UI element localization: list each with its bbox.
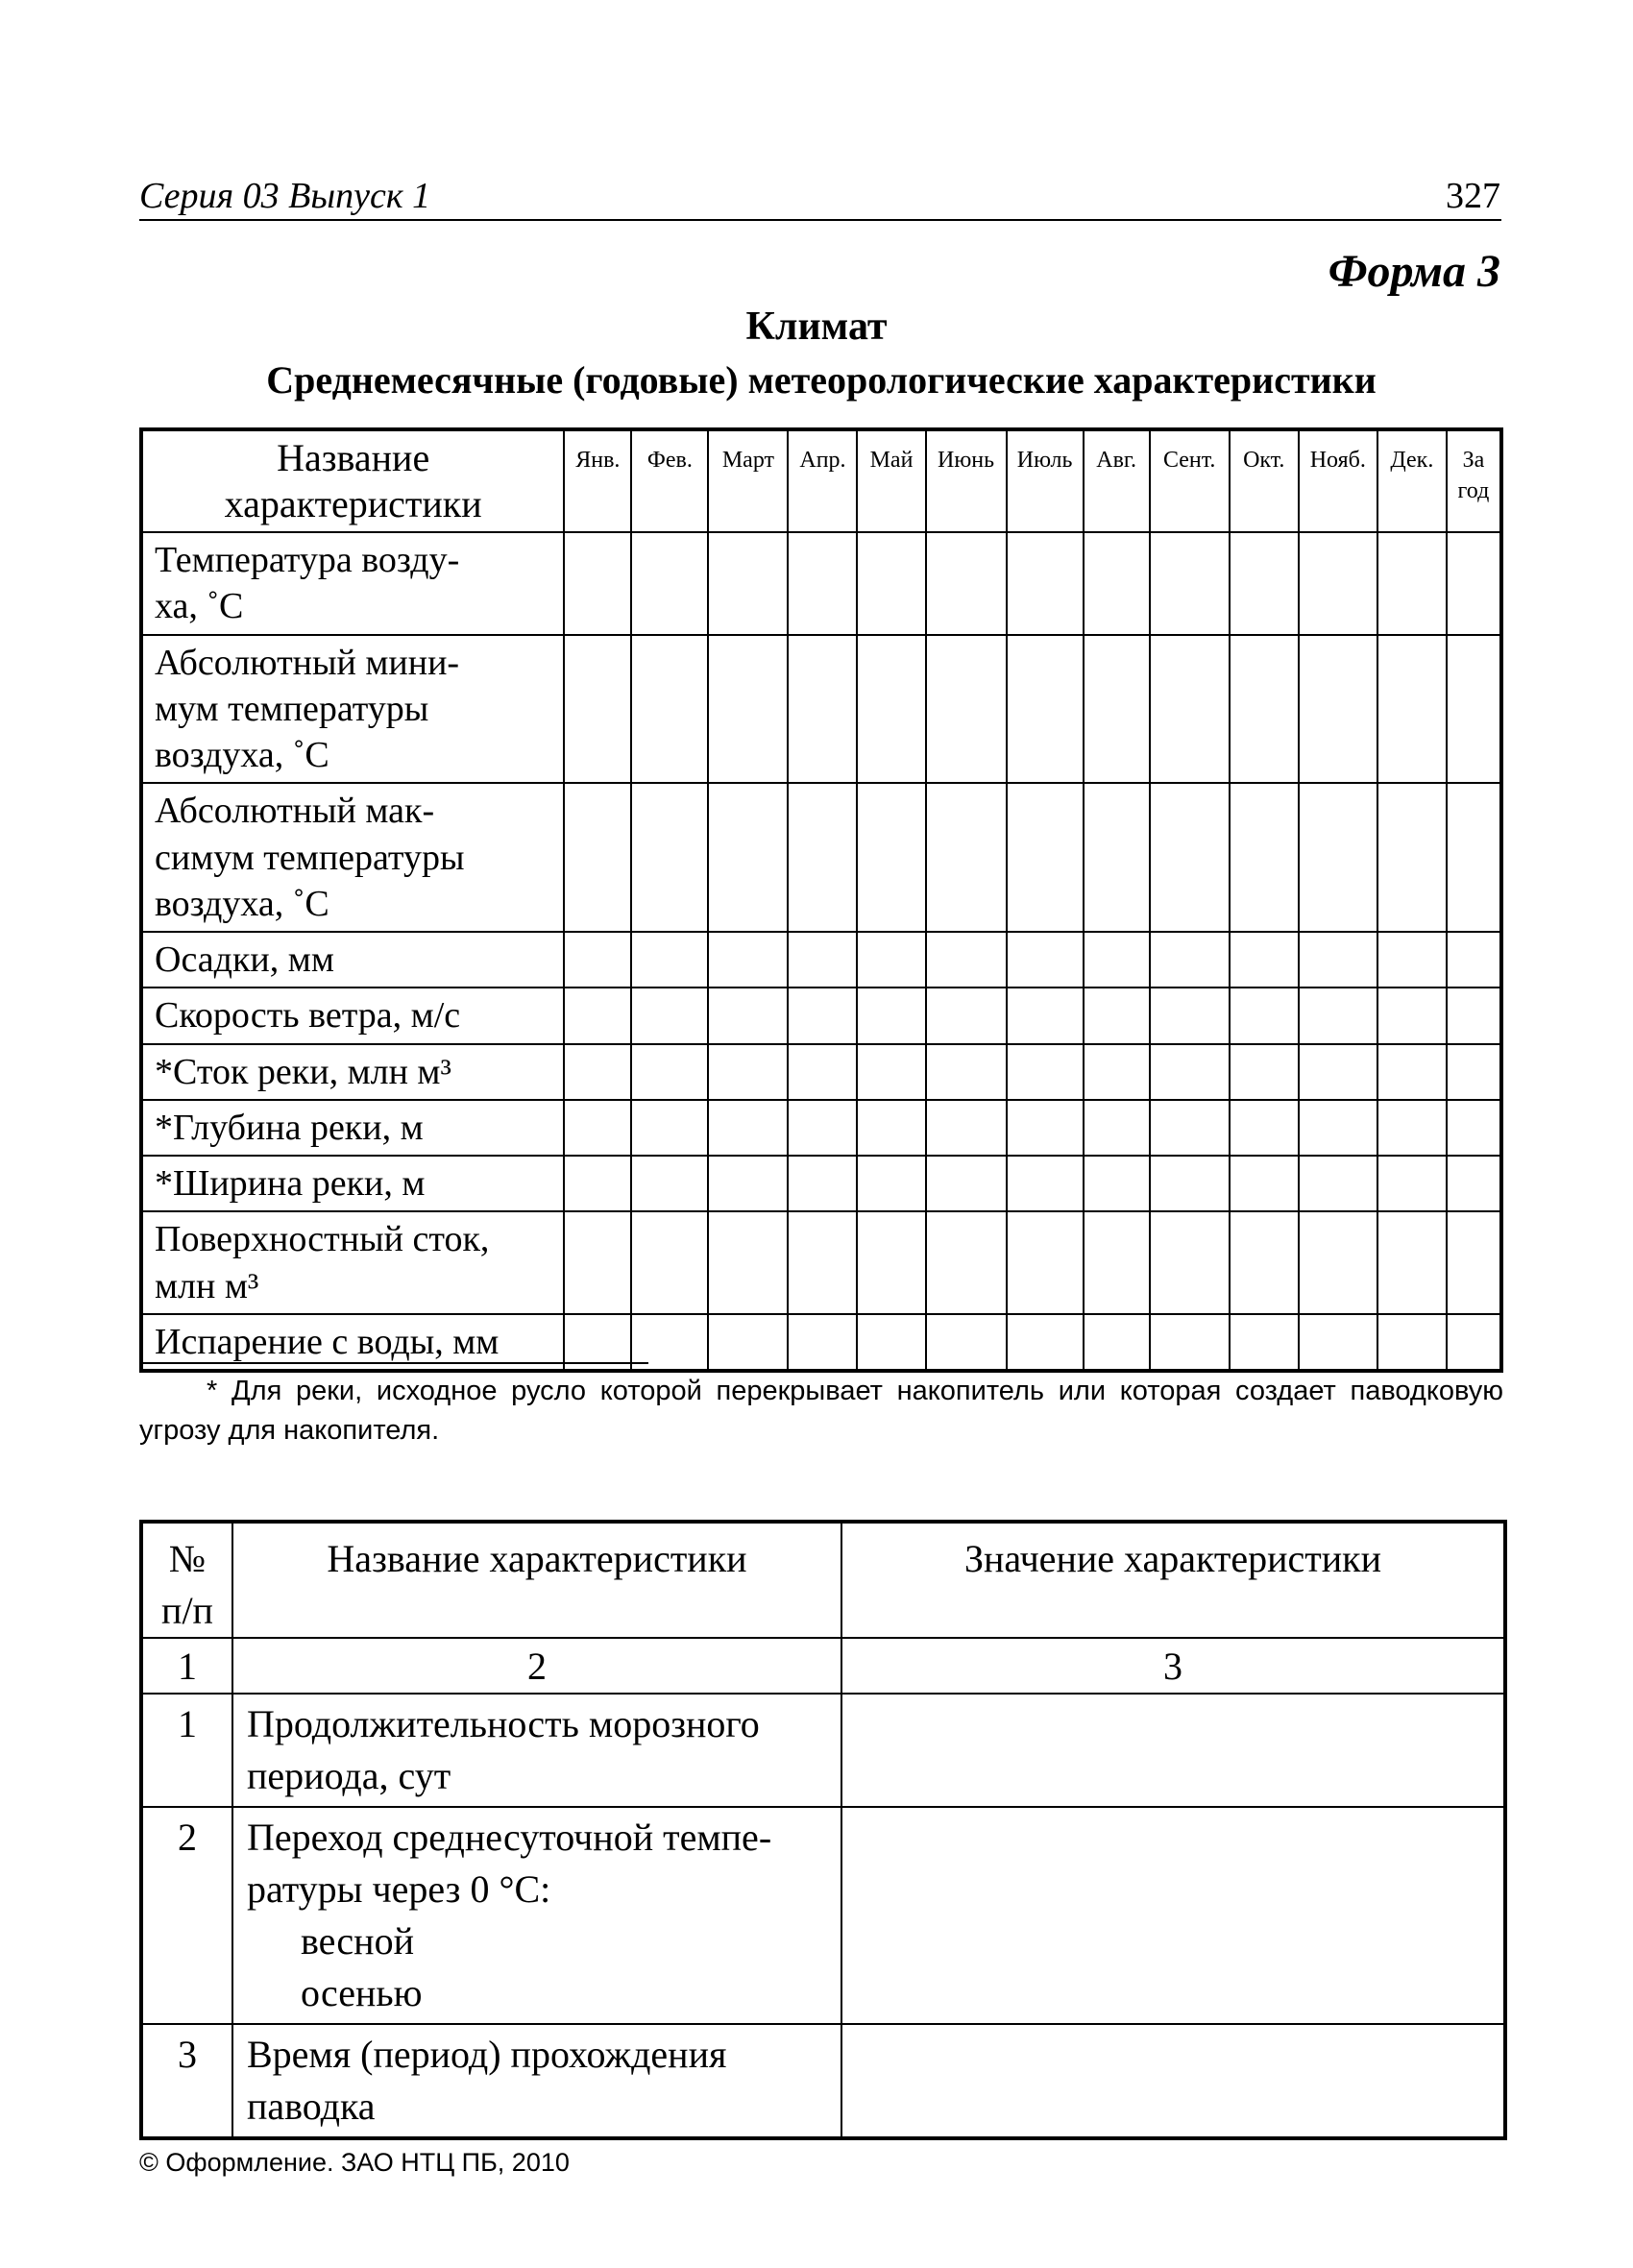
value-cell <box>1447 532 1501 635</box>
month-header: Авг. <box>1084 429 1150 532</box>
summary-no-header-line1: № <box>168 1537 207 1580</box>
value-cell <box>857 635 925 784</box>
value-cell <box>1150 783 1230 932</box>
year-header-line2: год <box>1457 478 1490 504</box>
characteristic-name-line: ратуры через 0 °С: <box>247 1867 551 1911</box>
value-cell <box>564 783 631 932</box>
characteristic-name <box>141 1044 564 1100</box>
value-cell <box>1230 532 1299 635</box>
value-cell <box>564 635 631 784</box>
characteristic-name-line: ха, ˚С <box>155 586 244 627</box>
value-cell <box>788 1100 857 1156</box>
table-row <box>141 1807 1505 2024</box>
value-cell <box>1447 1100 1501 1156</box>
value-cell <box>788 1156 857 1211</box>
characteristic-name-line: Время (период) прохождения <box>247 2033 727 2076</box>
value-cell <box>1447 1211 1501 1314</box>
characteristic-name <box>141 1211 564 1314</box>
value-cell <box>1377 988 1447 1043</box>
table-row <box>141 783 1501 932</box>
value-cell <box>631 932 708 988</box>
value-cell <box>1377 1314 1447 1371</box>
summary-table <box>139 1520 1507 2140</box>
value-cell <box>857 1211 925 1314</box>
value-cell <box>1084 1156 1150 1211</box>
value-cell <box>788 635 857 784</box>
value-cell <box>788 1314 857 1371</box>
characteristic-name <box>141 532 564 635</box>
value-cell <box>857 988 925 1043</box>
value-cell <box>926 635 1007 784</box>
page-subtitle: Среднемесячные (годовые) метеорологические характеристики <box>266 358 1377 402</box>
value-cell <box>1084 1314 1150 1371</box>
value-cell <box>708 635 788 784</box>
value-cell <box>564 1211 631 1314</box>
value-cell <box>631 783 708 932</box>
value-cell <box>1007 783 1084 932</box>
month-header: Июль <box>1007 429 1084 532</box>
value-cell <box>1377 1156 1447 1211</box>
characteristic-name-line: Температура возду- <box>155 540 460 580</box>
table-row <box>141 1156 1501 1211</box>
value-cell <box>1150 1100 1230 1156</box>
value-cell <box>1150 532 1230 635</box>
value-cell <box>1377 1100 1447 1156</box>
value-cell <box>708 1044 788 1100</box>
year-header-line1: За <box>1462 448 1485 473</box>
characteristic-name <box>141 932 564 988</box>
value-cell <box>1447 783 1501 932</box>
value-cell <box>926 988 1007 1043</box>
value-cell <box>1299 1211 1377 1314</box>
characteristic-subitem: весной <box>301 1919 414 1963</box>
value-cell <box>1447 988 1501 1043</box>
value-cell <box>1230 1100 1299 1156</box>
climate-name-header-line2: характеристики <box>224 482 482 525</box>
value-cell <box>631 1044 708 1100</box>
characteristic-name-line: Осадки, мм <box>155 939 334 980</box>
value-cell <box>1377 532 1447 635</box>
value-cell <box>1150 1156 1230 1211</box>
value-cell <box>1377 1211 1447 1314</box>
value-cell <box>788 1044 857 1100</box>
value-cell <box>1299 932 1377 988</box>
table-row <box>141 1044 1501 1100</box>
value-cell <box>708 783 788 932</box>
column-number: 2 <box>232 1638 841 1694</box>
value-cell <box>631 1156 708 1211</box>
value-cell <box>1007 988 1084 1043</box>
characteristic-name <box>232 2024 841 2138</box>
value-cell <box>1377 1044 1447 1100</box>
value-cell <box>857 532 925 635</box>
characteristic-name-line: воздуха, ˚С <box>155 735 329 775</box>
characteristic-name <box>141 1100 564 1156</box>
value-cell <box>841 1807 1505 2024</box>
value-cell <box>564 988 631 1043</box>
value-cell <box>926 1156 1007 1211</box>
value-cell <box>788 532 857 635</box>
value-cell <box>1447 635 1501 784</box>
value-cell <box>1447 1044 1501 1100</box>
characteristic-name-line: Испарение с воды, мм <box>155 1321 500 1362</box>
value-cell <box>1084 635 1150 784</box>
summary-name-header: Название характеристики <box>232 1522 841 1638</box>
value-cell <box>1230 1156 1299 1211</box>
value-cell <box>1299 1044 1377 1100</box>
value-cell <box>1150 1314 1230 1371</box>
table-row <box>141 635 1501 784</box>
characteristic-name-line: Поверхностный сток, <box>155 1219 490 1260</box>
value-cell <box>926 932 1007 988</box>
characteristic-name <box>141 783 564 932</box>
value-cell <box>857 1156 925 1211</box>
characteristic-name-line: воздуха, ˚С <box>155 883 329 924</box>
summary-value-header: Значение характеристики <box>841 1522 1505 1638</box>
value-cell <box>1230 1314 1299 1371</box>
value-cell <box>1084 783 1150 932</box>
value-cell <box>708 1314 788 1371</box>
value-cell <box>1299 783 1377 932</box>
value-cell <box>1007 1314 1084 1371</box>
year-header <box>1447 429 1501 532</box>
value-cell <box>857 1044 925 1100</box>
value-cell <box>631 635 708 784</box>
month-header: Апр. <box>788 429 857 532</box>
column-number: 3 <box>841 1638 1505 1694</box>
form-label: Форма 3 <box>1328 246 1500 297</box>
table-row <box>141 932 1501 988</box>
value-cell <box>1007 1156 1084 1211</box>
table-row <box>141 532 1501 635</box>
value-cell <box>631 988 708 1043</box>
value-cell <box>1447 1314 1501 1371</box>
value-cell <box>1230 988 1299 1043</box>
characteristic-name-line: Абсолютный мак- <box>155 791 435 832</box>
value-cell <box>1230 635 1299 784</box>
value-cell <box>1150 1044 1230 1100</box>
column-number: 1 <box>141 1638 232 1694</box>
value-cell <box>1377 783 1447 932</box>
value-cell <box>708 532 788 635</box>
value-cell <box>708 1100 788 1156</box>
row-number: 2 <box>141 1807 232 2024</box>
characteristic-name <box>141 635 564 784</box>
value-cell <box>1299 1314 1377 1371</box>
footnote: * Для реки, исходное русло которой перекрывает накопитель или которая создает паводковую угрозу для накопителя. <box>139 1376 1503 1447</box>
table-row <box>141 2024 1505 2138</box>
value-cell <box>1007 635 1084 784</box>
table-row <box>141 1211 1501 1314</box>
value-cell <box>1230 932 1299 988</box>
value-cell <box>1150 1211 1230 1314</box>
summary-no-header-line2: п/п <box>161 1589 213 1632</box>
value-cell <box>857 932 925 988</box>
series-label: Серия 03 Выпуск 1 <box>139 176 431 216</box>
value-cell <box>788 1211 857 1314</box>
value-cell <box>841 1694 1505 1807</box>
value-cell <box>1230 1044 1299 1100</box>
page-number: 327 <box>1446 176 1500 216</box>
characteristic-name <box>232 1807 841 2024</box>
value-cell <box>1230 1211 1299 1314</box>
month-header: Фев. <box>631 429 708 532</box>
value-cell <box>1299 532 1377 635</box>
row-number: 1 <box>141 1694 232 1807</box>
value-cell <box>1007 932 1084 988</box>
value-cell <box>1084 1044 1150 1100</box>
month-header: Июнь <box>926 429 1007 532</box>
table-row <box>141 1694 1505 1807</box>
value-cell <box>1150 635 1230 784</box>
characteristic-name-line: мум температуры <box>155 688 429 729</box>
value-cell <box>1007 1100 1084 1156</box>
value-cell <box>1084 532 1150 635</box>
characteristic-name <box>141 988 564 1043</box>
value-cell <box>564 1156 631 1211</box>
value-cell <box>926 1314 1007 1371</box>
row-number: 3 <box>141 2024 232 2138</box>
value-cell <box>1230 783 1299 932</box>
footer-divider <box>139 2138 1501 2140</box>
value-cell <box>1007 532 1084 635</box>
value-cell <box>788 783 857 932</box>
value-cell <box>926 1044 1007 1100</box>
value-cell <box>857 1100 925 1156</box>
value-cell <box>1299 1100 1377 1156</box>
value-cell <box>1007 1044 1084 1100</box>
value-cell <box>708 988 788 1043</box>
page-title: Климат <box>745 305 888 349</box>
characteristic-name-line: млн м³ <box>155 1265 259 1306</box>
month-header: Окт. <box>1230 429 1299 532</box>
characteristic-subitem: осенью <box>301 1971 423 2014</box>
month-header: Май <box>857 429 925 532</box>
value-cell <box>841 2024 1505 2138</box>
table-row <box>141 1100 1501 1156</box>
value-cell <box>857 783 925 932</box>
characteristic-name-line: Переход среднесуточной темпе- <box>247 1816 772 1859</box>
value-cell <box>631 532 708 635</box>
characteristic-name-line: симум температуры <box>155 837 465 878</box>
characteristic-name-line: *Глубина реки, м <box>155 1107 424 1148</box>
value-cell <box>708 1211 788 1314</box>
value-cell <box>1377 932 1447 988</box>
characteristic-name-line: паводка <box>247 2085 376 2128</box>
value-cell <box>926 1100 1007 1156</box>
characteristic-name-line: *Сток реки, млн м³ <box>155 1051 451 1092</box>
value-cell <box>564 1044 631 1100</box>
characteristic-name <box>232 1694 841 1807</box>
value-cell <box>708 1156 788 1211</box>
value-cell <box>564 1100 631 1156</box>
value-cell <box>1084 988 1150 1043</box>
value-cell <box>926 532 1007 635</box>
month-header: Янв. <box>564 429 631 532</box>
characteristic-name-line: периода, сут <box>247 1754 451 1797</box>
value-cell <box>1007 1211 1084 1314</box>
characteristic-name-line: *Ширина реки, м <box>155 1163 426 1204</box>
value-cell <box>926 783 1007 932</box>
value-cell <box>1084 1100 1150 1156</box>
value-cell <box>1447 1156 1501 1211</box>
value-cell <box>926 1211 1007 1314</box>
month-header: Дек. <box>1377 429 1447 532</box>
value-cell <box>1299 635 1377 784</box>
value-cell <box>1150 932 1230 988</box>
value-cell <box>788 932 857 988</box>
characteristic-name-line: Абсолютный мини- <box>155 642 460 683</box>
copyright: © Оформление. ЗАО НТЦ ПБ, 2010 <box>139 2148 570 2177</box>
summary-no-header <box>141 1522 232 1638</box>
table-row <box>141 988 1501 1043</box>
value-cell <box>631 1211 708 1314</box>
value-cell <box>1447 932 1501 988</box>
value-cell <box>631 1100 708 1156</box>
value-cell <box>1299 1156 1377 1211</box>
characteristic-name <box>141 1156 564 1211</box>
value-cell <box>1150 988 1230 1043</box>
value-cell <box>708 932 788 988</box>
value-cell <box>1084 1211 1150 1314</box>
climate-table <box>139 427 1503 1373</box>
value-cell <box>857 1314 925 1371</box>
value-cell <box>564 932 631 988</box>
month-header: Нояб. <box>1299 429 1377 532</box>
characteristic-name-line: Скорость ветра, м/с <box>155 995 461 1036</box>
climate-name-header-line1: Название <box>277 436 430 479</box>
header-divider <box>139 219 1501 221</box>
value-cell <box>1299 988 1377 1043</box>
value-cell <box>564 532 631 635</box>
climate-name-header <box>141 429 564 532</box>
value-cell <box>1377 635 1447 784</box>
month-header: Сент. <box>1150 429 1230 532</box>
value-cell <box>788 988 857 1043</box>
characteristic-name-line: Продолжительность морозного <box>247 1702 760 1745</box>
value-cell <box>1084 932 1150 988</box>
month-header: Март <box>708 429 788 532</box>
footnote-divider <box>139 1362 648 1364</box>
